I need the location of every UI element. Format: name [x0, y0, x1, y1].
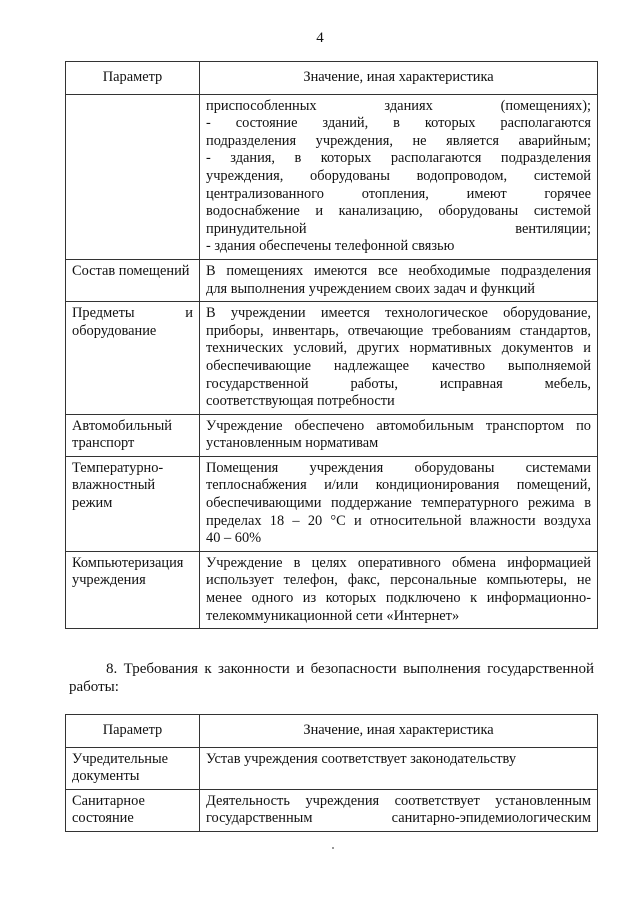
value-cell — [200, 456, 598, 551]
parameter-line: транспорт — [72, 435, 135, 452]
requirements-table — [65, 61, 598, 629]
value-line: установленным нормативам — [206, 435, 379, 452]
scan-speck — [332, 847, 334, 849]
parameter-cell — [66, 302, 200, 415]
parameter-cell — [66, 747, 200, 789]
value-cell — [200, 302, 598, 415]
value-cell — [200, 551, 598, 628]
value-line: - здания, в которых располагаются подразделения — [206, 150, 591, 167]
parameter-cell — [66, 551, 200, 628]
value-cell — [200, 747, 598, 789]
value-line: учреждения, оборудованы водопроводом, системой — [206, 167, 591, 184]
parameter-line: оборудование — [72, 322, 157, 339]
parameter-line: состояние — [72, 810, 134, 827]
parameter-cell — [66, 414, 200, 456]
parameter-line: Компьютеризация — [72, 554, 184, 571]
legality-table — [65, 714, 598, 832]
value-line: - состояние зданий, в которых располагаются — [206, 115, 591, 132]
page-number: 4 — [316, 30, 324, 46]
table-header-row — [66, 62, 598, 95]
table-row — [66, 551, 598, 628]
value-line: централизованного отопления, имеют горячее — [206, 185, 591, 202]
table-row — [66, 302, 598, 415]
value-line: водоснабжение и канализацию, оборудованы системой — [206, 203, 591, 220]
parameter-line: документы — [72, 768, 140, 785]
parameter-line: Температурно- — [72, 459, 164, 476]
value-cell — [200, 414, 598, 456]
parameter-cell — [66, 94, 200, 259]
parameter-line: Санитарное — [72, 792, 145, 809]
parameter-line: Состав помещений — [72, 262, 190, 279]
parameter-line: Автомобильный — [72, 417, 172, 434]
value-line: использует телефон, факс, персональные компьютеры, не — [206, 572, 591, 589]
header-parameter: Параметр — [66, 715, 200, 748]
header-value: Значение, иная характеристика — [200, 715, 598, 748]
value-line: телекоммуникационной сети «Интернет» — [206, 607, 460, 624]
section-8-heading: 8. Требования к законности и безопасности выполнения государственной работы: — [69, 661, 594, 695]
value-line: Учреждение обеспечено автомобильным транспортом по — [206, 417, 591, 434]
value-line: обеспечивающими поддержание температурного режима в — [206, 495, 591, 512]
value-line: Устав учреждения соответствует законодательству — [206, 750, 517, 767]
value-line: - здания обеспечены телефонной связью — [206, 238, 455, 255]
parameter-cell — [66, 456, 200, 551]
value-line: обеспечивающие надлежащее качество выполняемой — [206, 357, 591, 374]
value-line: теплоснабжения и/или кондиционирования помещений, — [206, 477, 591, 494]
value-line: 40 – 60% — [206, 530, 262, 547]
parameter-cell — [66, 259, 200, 301]
value-line: пределах 18 – 20 °С и относительной влажности воздуха — [206, 512, 591, 529]
value-line: Учреждение в целях оперативного обмена информацией — [206, 554, 591, 571]
value-cell — [200, 259, 598, 301]
table-row — [66, 456, 598, 551]
table-header-row — [66, 715, 598, 748]
value-line: приборы, инвентарь, отвечающие требованиям стандартов, — [206, 322, 591, 339]
value-line: В учреждении имеется технологическое оборудование, — [206, 305, 591, 322]
parameter-line: Предметы и — [72, 305, 193, 322]
parameter-cell — [66, 789, 200, 831]
value-line: подразделения учреждения, не является аварийным; — [206, 132, 591, 149]
value-cell — [200, 94, 598, 259]
value-line: В помещениях имеются все необходимые подразделения — [206, 262, 591, 279]
header-value: Значение, иная характеристика — [200, 62, 598, 95]
value-line: для выполнения учреждением своих задач и функций — [206, 280, 536, 297]
value-line: Помещения учреждения оборудованы системами — [206, 459, 591, 476]
value-line: менее одного из которых подключено к информационно- — [206, 590, 591, 607]
table-row — [66, 789, 598, 831]
value-line: соответствующая потребности — [206, 393, 395, 410]
table-row — [66, 259, 598, 301]
header-parameter: Параметр — [66, 62, 200, 95]
value-line: принудительной вентиляции; — [206, 220, 591, 237]
value-line: государственной работы, исправная мебель, — [206, 375, 591, 392]
table-row — [66, 94, 598, 259]
value-line: приспособленных зданиях (помещениях); — [206, 97, 591, 114]
value-line: Деятельность учреждения соответствует установленным — [206, 792, 591, 809]
parameter-line: Учредительные — [72, 750, 169, 767]
parameter-line: влажностный — [72, 477, 156, 494]
table-row — [66, 747, 598, 789]
value-cell — [200, 789, 598, 831]
parameter-line: режим — [72, 495, 113, 512]
value-line: технических условий, других нормативных документов и — [206, 340, 591, 357]
parameter-line: учреждения — [72, 572, 146, 589]
table-row — [66, 414, 598, 456]
value-line: государственным санитарно-эпидемиологическим — [206, 810, 591, 827]
